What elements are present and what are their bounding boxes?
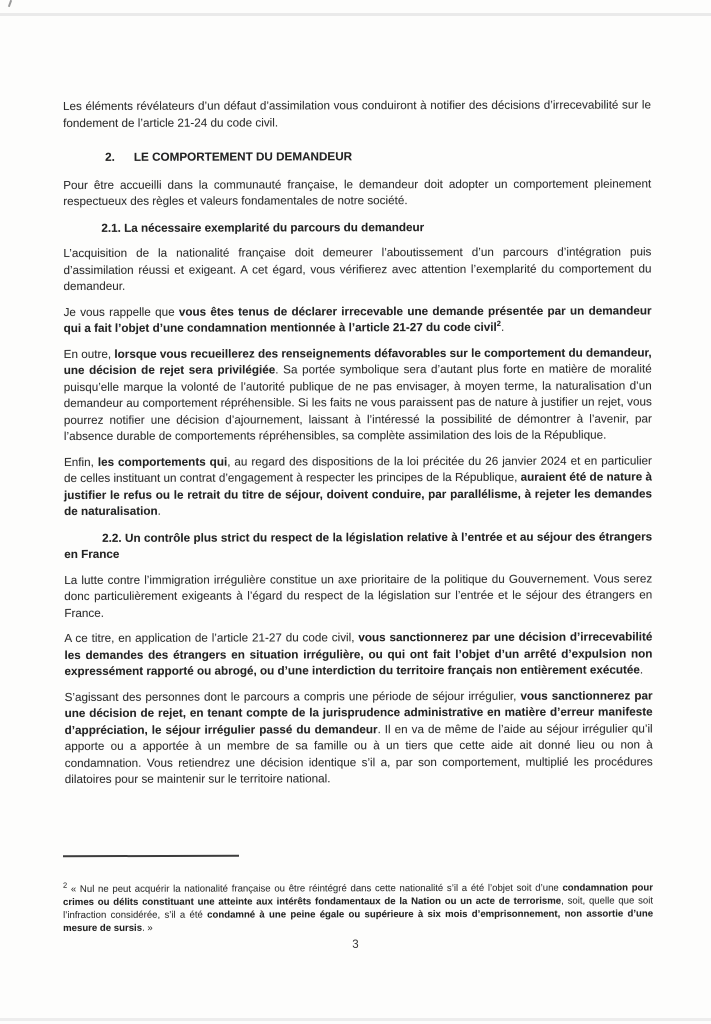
paragraph-rappel <box>64 303 652 338</box>
superscript-footnote-marker: 2 <box>496 318 501 328</box>
text-run: . <box>500 320 505 334</box>
text-run: « Nul ne peut acquérir la nationalité française ou être réintégré dans cette nationalité s’il a été l’objet soit d’une <box>67 882 563 895</box>
text-run: condamné à une peine égale ou supérieure à six mois d’emprisonnement, non assortie d’une mesure de sursis <box>63 908 654 934</box>
scan-artifact-top-band <box>0 13 711 16</box>
scan-artifact-bottom-band <box>0 1018 711 1021</box>
text-run: Je vous rappelle que <box>63 305 179 319</box>
text-run: 2.1. La nécessaire exemplarité du parcours du demandeur <box>101 220 425 235</box>
text-run: S’agissant des personnes dont le parcours a compris une période de séjour irrégulier, <box>64 689 521 704</box>
text-run: vous sanctionnerez par une décision de rejet, en tenant compte de la jurisprudence administrative en matière d’erreur manifeste d’appréciation, le séjour irrégulier passé du demandeur <box>64 688 653 737</box>
text-run: . Sa portée symbolique sera d’autant plus forte en matière de moralité puisqu’elle marque la volonté de l’autorité publique de ne pas envisager, à moyen terme, la naturalisation d’un demandeur au comportement répréhensible. Si les faits ne vous paraissent pas de nature à justifier un rejet, vous pourrez notifier une décision d’ajournement, laissant à l’intéressé la possibilité de démontrer à l’avenir, par l’absence durable de comportements répréhensibles, sa complète assimilation des lois de la République. <box>63 362 652 443</box>
text-run: A ce titre, en application de l’article 21-27 du code civil, <box>64 631 359 645</box>
scan-artifact-corner-mark <box>8 0 12 7</box>
text-run: , au regard des dispositions de la loi précitée du 26 janvier 2024 et en particulier de celles instituant un contrat d’engagement à respecter les principes de la République, <box>63 453 652 485</box>
paragraph-en-outre <box>64 345 652 446</box>
text-run: les comportements qui <box>97 455 228 469</box>
paragraph-intro <box>63 97 651 132</box>
section-heading-2-1 <box>63 219 651 237</box>
text-run: . Il en va de même de l’aide au séjour irrégulier qu’il apporte ou a apportée à un membre de sa famille ou à un tiers que cette aide ait donné lieu ou non à condamnation. Vous retiendrez une décision identique s’il a, par son comportement, multiplié les procédures dilatoires pour se maintenir sur le territoire national. <box>64 721 653 786</box>
paragraph-enfin <box>64 453 652 521</box>
footnote-divider <box>63 855 239 857</box>
section-heading-2-2 <box>64 529 652 564</box>
paragraph-a-ce-titre <box>64 629 652 680</box>
text-run: . » <box>142 922 153 934</box>
document-body <box>63 97 653 797</box>
text-run: LE COMPORTEMENT DU DEMANDEUR <box>133 150 353 164</box>
text-run: Enfin, <box>63 455 98 469</box>
text-run: L’acquisition de la nationalité française doit demeurer l’aboutissement d’un parcours d’intégration puis d’assimilation réussi et exigeant. A cet égard, vous vérifierez avec attention l’exemplarité du comportement du demandeur. <box>63 245 652 293</box>
text-run: En outre, <box>63 347 115 361</box>
text-run: 2.2. Un contrôle plus strict du respect de la législation relative à l’entrée et au séjour des étrangers en France <box>64 529 653 561</box>
text-run: . <box>157 504 161 518</box>
text-run: Les éléments révélateurs d’un défaut d’assimilation vous conduiront à notifier des décisions d’irrecevabilité sur le fondement de l’article 21-24 du code civil. <box>63 98 652 130</box>
paragraph-sagissant <box>65 688 653 789</box>
paragraph-lutte <box>64 571 652 622</box>
superscript-footnote-marker: 2 <box>62 880 68 890</box>
section-heading-2 <box>63 148 651 166</box>
text-run: . <box>639 663 644 677</box>
text-run: vous êtes tenus de déclarer irrecevable une demande présentée par un demandeur qui a fait l’objet d’une condamnation mentionnée à l’article 21-27 du code civil <box>63 303 652 335</box>
text-run: lorsque vous recueillerez des renseignements défavorables sur le comportement du demandeur, une décision de rejet sera privilégiée <box>63 345 652 377</box>
page-number: 3 <box>352 939 359 951</box>
text-run: condamnation pour crimes ou délits constituant une atteinte aux intérêts fondamentaux de la Nation ou un acte de terrorisme <box>63 882 654 908</box>
text-run: , soit, quelle que soit l’infraction considérée, s’il a été <box>63 895 654 921</box>
text-run: auraient été de nature à justifier le refus ou le retrait du titre de séjour, doivent conduire, par parallélisme, à rejeter les demandes de naturalisation <box>64 470 653 518</box>
footnote <box>63 881 653 935</box>
text-run: Pour être accueilli dans la communauté française, le demandeur doit adopter un comportement pleinement respectueux des règles et valeurs fondamentales de notre société. <box>63 176 652 208</box>
paragraph-accueil <box>63 176 651 211</box>
text-run: La lutte contre l’immigration irrégulière constitue un axe prioritaire de la politique du Gouvernement. Vous serez donc particulièrement exigeants à l’égard du respect de la législation sur l’entrée et le séjour des étrangers en France. <box>64 571 653 620</box>
paragraph-acquisition <box>63 244 651 295</box>
text-run: vous sanctionnerez par une décision d’irrecevabilité les demandes des étrangers en situation irrégulière, ou qui ont fait l’objet d’un arrêté d’expulsion non expressément rapporté ou abrogé, ou d’une interdiction du territoire français non entièrement exécutée <box>64 630 653 678</box>
text-run: 2. <box>105 150 115 164</box>
